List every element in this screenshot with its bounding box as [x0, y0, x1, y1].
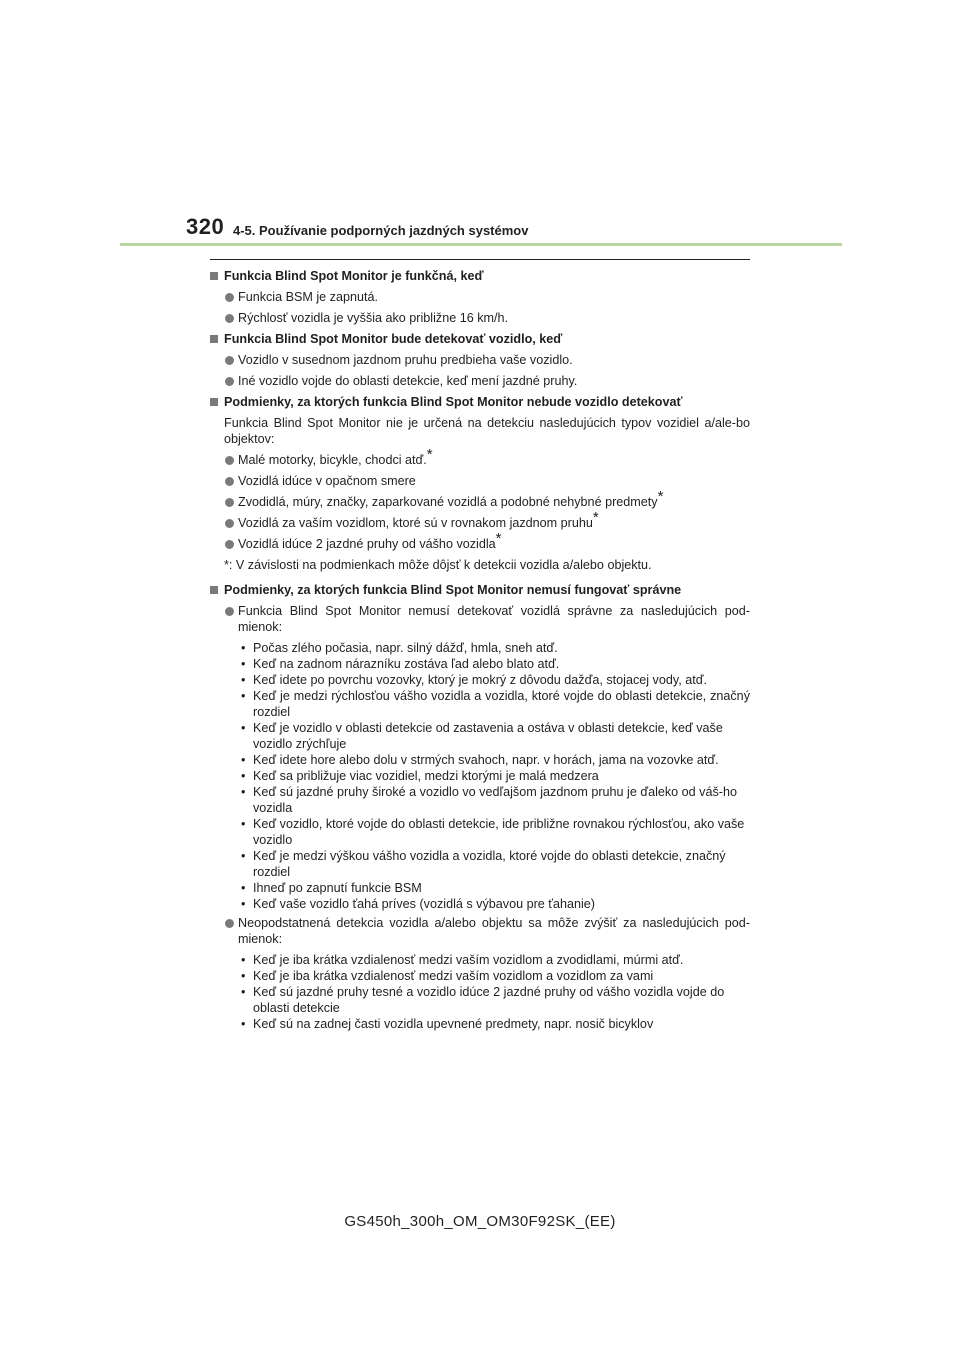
circle-bullet-icon: [225, 314, 234, 323]
section-heading: Podmienky, za ktorých funkcia Blind Spot Monitor nebude vozidlo detekovať: [210, 394, 750, 410]
circle-bullet-icon: [225, 919, 234, 928]
bullet-item: Vozidlá za vaším vozidlom, ktoré sú v rovnakom jazdnom pruhu*: [210, 515, 750, 531]
square-bullet-icon: [210, 586, 218, 594]
sub-item: • Keď je medzi výškou vášho vozidla a vozidla, ktoré vojde do oblasti detekcie, značný rozdiel: [241, 849, 726, 879]
circle-bullet-icon: [225, 540, 234, 549]
circle-bullet-icon: [225, 293, 234, 302]
bullet-item: Funkcia Blind Spot Monitor nemusí detekovať vozidlá správne za nasledujúcich pod-mienok:: [210, 603, 750, 635]
header-rule: [120, 243, 842, 246]
page-header: [0, 0, 960, 250]
sub-item: • Keď sú jazdné pruhy široké a vozidlo vo vedľajšom jazdnom pruhu je ďaleko od váš-ho vozidla: [241, 785, 737, 815]
sub-list: [210, 952, 750, 1032]
bullet-item: Neopodstatnená detekcia vozidla a/alebo objektu sa môže zvýšiť za nasledujúcich pod-mienok:: [210, 915, 750, 947]
sub-list: [210, 640, 750, 912]
sub-item: • Keď vozidlo, ktoré vojde do oblasti detekcie, ide približne rovnakou rýchlosťou, ako vaše vozidlo: [241, 817, 745, 847]
sub-item: • Počas zlého počasia, napr. silný dážď, hmla, sneh atď.: [241, 641, 558, 655]
sub-item: • Keď sa približuje viac vozidiel, medzi ktorými je malá medzera: [241, 769, 599, 783]
bullet-item: Vozidlá idúce 2 jazdné pruhy od vášho vozidla*: [210, 536, 750, 552]
sub-item: • Keď je iba krátka vzdialenosť medzi vaším vozidlom a zvodidlami, múrmi atď.: [241, 953, 684, 967]
sub-item: • Keď je medzi rýchlosťou vášho vozidla a vozidla, ktoré vojde do oblasti detekcie, značný rozdiel: [241, 689, 750, 719]
bullet-item: Rýchlosť vozidla je vyššia ako približne 16 km/h.: [210, 310, 750, 326]
circle-bullet-icon: [225, 356, 234, 365]
footnote: *: V závislosti na podmienkach môže dôjsť k detekcii vozidla a/alebo objektu.: [224, 558, 652, 572]
square-bullet-icon: [210, 335, 218, 343]
circle-bullet-icon: [225, 607, 234, 616]
intro-paragraph: Funkcia Blind Spot Monitor nie je určená na detekciu nasledujúcich typov vozidiel a/ale-bo objektov:: [224, 416, 750, 446]
sub-item: • Keď je vozidlo v oblasti detekcie od zastavenia a ostáva v oblasti detekcie, keď vaše vozidlo zrýchľuje: [241, 721, 723, 751]
circle-bullet-icon: [225, 377, 234, 386]
bullet-item: Funkcia BSM je zapnutá.: [210, 289, 750, 305]
sub-item: • Keď idete hore alebo dolu v strmých svahoch, napr. v horách, jama na vozovke atď.: [241, 753, 719, 767]
footnote-star: *: [657, 488, 664, 505]
section-heading: Funkcia Blind Spot Monitor bude detekovať vozidlo, keď: [210, 331, 750, 347]
square-bullet-icon: [210, 272, 218, 280]
footnote-star: *: [592, 509, 599, 526]
footnote-mark: *:: [224, 558, 233, 572]
bullet-item: Iné vozidlo vojde do oblasti detekcie, keď mení jazdné pruhy.: [210, 373, 750, 389]
sub-item: • Keď vaše vozidlo ťahá príves (vozidlá s výbavou pre ťahanie): [241, 897, 596, 911]
bullet-item: Vozidlá idúce v opačnom smere: [210, 473, 750, 489]
page-content: [210, 268, 750, 1032]
circle-bullet-icon: [225, 519, 234, 528]
bullet-item: Zvodidlá, múry, značky, zaparkované vozidlá a podobné nehybné predmety*: [210, 494, 750, 510]
circle-bullet-icon: [225, 477, 234, 486]
sub-item: • Ihneď po zapnutí funkcie BSM: [241, 881, 422, 895]
sub-item: • Keď sú jazdné pruhy tesné a vozidlo idúce 2 jazdné pruhy od vášho vozidla vojde do oblasti detekcie: [241, 985, 725, 1015]
section-heading: Podmienky, za ktorých funkcia Blind Spot Monitor nemusí fungovať správne: [210, 582, 750, 598]
square-bullet-icon: [210, 398, 218, 406]
circle-bullet-icon: [225, 456, 234, 465]
footer-code: GS450h_300h_OM_OM30F92SK_(EE): [344, 1213, 616, 1230]
sub-item: • Keď idete po povrchu vozovky, ktorý je mokrý z dôvodu dažďa, stojacej vody, atď.: [241, 673, 707, 687]
sub-item: • Keď na zadnom nárazníku zostáva ľad alebo blato atď.: [241, 657, 560, 671]
section-title: 4-5. Používanie podporných jazdných systémov: [233, 223, 529, 238]
circle-bullet-icon: [225, 498, 234, 507]
sub-item: • Keď je iba krátka vzdialenosť medzi vaším vozidlom a vozidlom za vami: [241, 969, 654, 983]
bullet-item: Malé motorky, bicykle, chodci atď.*: [210, 452, 750, 468]
section-heading: Funkcia Blind Spot Monitor je funkčná, keď: [210, 268, 750, 284]
footnote-star: *: [495, 530, 502, 547]
bullet-item: Vozidlo v susednom jazdnom pruhu predbieha vaše vozidlo.: [210, 352, 750, 368]
sub-item: • Keď sú na zadnej časti vozidla upevnené predmety, napr. nosič bicyklov: [241, 1017, 654, 1031]
page-number: 320: [186, 214, 225, 239]
footnote-star: *: [426, 446, 433, 463]
content-top-rule: [210, 259, 750, 260]
